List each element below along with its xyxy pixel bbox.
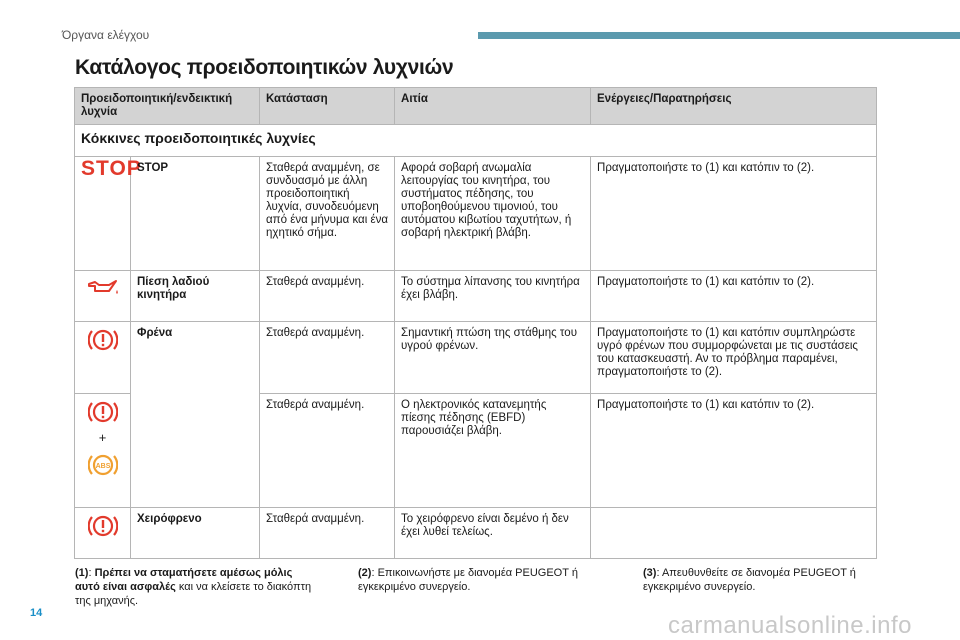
brake-warning-icon [88,327,118,353]
footnote-2-text: Επικοινωνήστε με διανομέα PEUGEOT ή εγκεκριμένο συνεργείο. [358,567,578,593]
footnote-1: (1): Πρέπει να σταματήσετε αμέσως μόλις αυτό είναι ασφαλές και να κλείσετε το διακόπτη της μηχανής. [75,567,312,607]
warning-lamps-table [74,87,877,559]
lamp-cause: Το σύστημα λίπανσης του κινητήρα έχει βλάβη. [395,271,591,322]
lamp-cause: Σημαντική πτώση της στάθμης του υγρού φρένων. [395,322,591,394]
lamp-cause: Το χειρόφρενο είναι δεμένο ή δεν έχει λυθεί τελείως. [395,507,591,558]
footnote-2-label: (2) [358,567,372,579]
header-actions: Ενέργειες/Παρατηρήσεις [591,88,877,125]
lamp-state: Σταθερά αναμμένη. [260,507,395,558]
lamp-action: Πραγματοποιήστε το (1) και κατόπιν το (2). [591,394,877,507]
footnote-1-text: και να κλείσετε το διακόπτη της μηχανής. [75,581,312,607]
lamp-state: Σταθερά αναμμένη, σε συνδυασμό με άλλη προειδοποιητική λυχνία, συνοδευόμενη από ένα μήνυμα και ένα ηχητικό σήμα. [260,156,395,270]
lamp-state: Σταθερά αναμμένη. [260,271,395,322]
table-header-row [75,88,877,125]
section-row [75,125,877,157]
lamp-name: Φρένα [131,322,260,507]
lamp-action: Πραγματοποιήστε το (1) και κατόπιν συμπληρώστε υγρό φρένων που συμμορφώνεται με τις συστάσεις του κατασκευαστή. Αν το πρόβλημα παραμένει, πραγματοποιήστε το (2). [591,322,877,394]
section-header: Όργανα ελέγχου [62,28,150,42]
page-title: Κατάλογος προειδοποιητικών λυχνιών [75,56,454,79]
footnote-1-bold: Πρέπει να σταματήσετε αμέσως μόλις αυτό είναι ασφαλές [75,567,293,593]
lamp-name: Χειρόφρενο [131,507,260,558]
abs-icon-label: ABS [95,463,110,471]
lamp-cause: Αφορά σοβαρή ανωμαλία λειτουργίας του κινητήρα, του συστήματος πέδησης, του υποβοηθούμενου τιμονιού, του αυτόματου κιβωτίου ταχυτήτων, ή σοβαρή ηλεκτρική βλάβη. [395,156,591,270]
header-state: Κατάσταση [260,88,395,125]
lamp-action: Πραγματοποιήστε το (1) και κατόπιν το (2). [591,156,877,270]
table-row [75,271,877,322]
lamp-name: STOP [131,156,260,270]
abs-icon [88,452,118,478]
lamp-state: Σταθερά αναμμένη. [260,394,395,507]
lamp-cause: Ο ηλεκτρονικός κατανεμητής πίεσης πέδησης (EBFD) παρουσιάζει βλάβη. [395,394,591,507]
plus-sign: + [98,430,107,446]
footnote-3-label: (3) [643,567,657,579]
lamp-state: Σταθερά αναμμένη. [260,322,395,394]
header-accent-bar [478,32,960,39]
footnote-2: (2): Επικοινωνήστε με διανομέα PEUGEOT ή εγκεκριμένο συνεργείο. [358,567,578,593]
stop-icon-label: STOP [81,156,142,180]
oil-pressure-icon [87,276,119,298]
table-row [75,322,877,394]
page-number: 14 [30,607,43,619]
header-lamp: Προειδοποιητική/ενδεικτική λυχνία [75,88,260,125]
parking-brake-icon [88,513,118,539]
stop-icon [75,156,142,270]
table-row [75,507,877,558]
footnote-3: (3): Απευθυνθείτε σε διανομέα PEUGEOT ή εγκεκριμένο συνεργείο. [643,567,856,593]
lamp-action: Πραγματοποιήστε το (1) και κατόπιν το (2). [591,271,877,322]
brake-warning-icon [88,399,118,425]
lamp-name: Πίεση λαδιού κινητήρα [131,271,260,322]
table-row [75,156,877,270]
footnote-1-label: (1) [75,567,89,579]
section-title: Κόκκινες προειδοποιητικές λυχνίες [75,125,877,157]
header-cause: Αιτία [395,88,591,125]
watermark: carmanualsonline.info [668,612,912,639]
lamp-action [591,507,877,558]
footnote-3-text: Απευθυνθείτε σε διανομέα PEUGEOT ή εγκεκριμένο συνεργείο. [643,567,856,593]
